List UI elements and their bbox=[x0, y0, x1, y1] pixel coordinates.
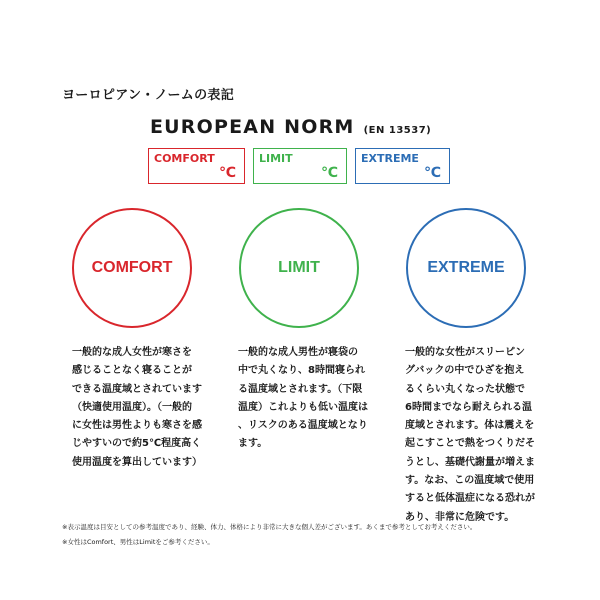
description-line: 温度）これよりも低い温度は bbox=[238, 401, 368, 413]
footnote: ※表示温度は目安としての参考温度であり、経験、体力、体格により非常に大きな個人差がございます。あくまで参考としてお考えください。 bbox=[62, 523, 477, 531]
footnotes bbox=[62, 520, 476, 550]
description-line: 使用温度を算出しています） bbox=[72, 456, 202, 468]
description-line: あり、非常に危険です。 bbox=[405, 511, 515, 523]
limit-circle-label: LIMIT bbox=[278, 259, 320, 276]
description-line: 、リスクのある温度域となり bbox=[238, 420, 368, 432]
description-line: 感じることなく寝ることが bbox=[72, 365, 192, 377]
comfort-label-box bbox=[148, 148, 245, 184]
description-line: できる温度域とされています bbox=[72, 383, 202, 395]
comfort-circle-label: COMFORT bbox=[91, 259, 173, 276]
description-line: 一般的な成人女性が寒さを bbox=[72, 347, 192, 358]
description-line: る温度域とされます。（下限 bbox=[238, 383, 363, 395]
description-line: グバックの中でひざを抱え bbox=[405, 365, 525, 377]
page-heading: ヨーロピアン・ノームの表記 bbox=[62, 88, 234, 103]
limit-description bbox=[238, 344, 368, 454]
norm-title bbox=[150, 116, 431, 138]
extreme-unit: ℃ bbox=[424, 165, 441, 181]
description-line: じやすいので約5℃程度高く bbox=[72, 438, 202, 450]
description-line: 度域とされます。体は震えを bbox=[405, 420, 535, 432]
norm-title-main: EUROPEAN NORM bbox=[150, 116, 355, 138]
comfort-label-name: COMFORT bbox=[154, 152, 215, 165]
extreme-label-box bbox=[355, 148, 450, 184]
comfort-circle bbox=[72, 208, 192, 328]
description-line: 一般的な女性がスリーピン bbox=[405, 347, 525, 358]
description-line: す。なお、この温度域で使用 bbox=[405, 475, 535, 487]
limit-label-box bbox=[253, 148, 347, 184]
description-line: うとし、基礎代謝量が増えま bbox=[405, 456, 535, 468]
limit-label-name: LIMIT bbox=[259, 152, 293, 165]
description-line: るくらい丸くなった状態で bbox=[405, 383, 525, 395]
description-line: すると低体温症になる恐れが bbox=[405, 493, 535, 505]
footnote: ※女性はComfort、男性はLimitをご参考ください。 bbox=[62, 538, 214, 546]
description-line: に女性は男性よりも寒さを感 bbox=[72, 420, 202, 432]
limit-unit: ℃ bbox=[321, 165, 338, 181]
description-line: 中で丸くなり、8時間寝られ bbox=[238, 365, 365, 377]
description-line: 起こすことで熱をつくりだそ bbox=[405, 438, 535, 450]
extreme-circle bbox=[406, 208, 526, 328]
description-line: （快適使用温度）。（一般的 bbox=[72, 401, 192, 413]
description-line: ます。 bbox=[238, 438, 268, 450]
extreme-description bbox=[405, 344, 535, 527]
norm-standard: (EN 13537) bbox=[363, 125, 432, 136]
comfort-description bbox=[72, 344, 202, 472]
description-line: 一般的な成人男性が寝袋の bbox=[238, 347, 358, 358]
extreme-circle-label: EXTREME bbox=[427, 259, 505, 276]
description-line: 6時間までなら耐えられる温 bbox=[405, 401, 532, 413]
limit-circle bbox=[239, 208, 359, 328]
comfort-unit: ℃ bbox=[219, 165, 236, 181]
extreme-label-name: EXTREME bbox=[361, 152, 419, 165]
